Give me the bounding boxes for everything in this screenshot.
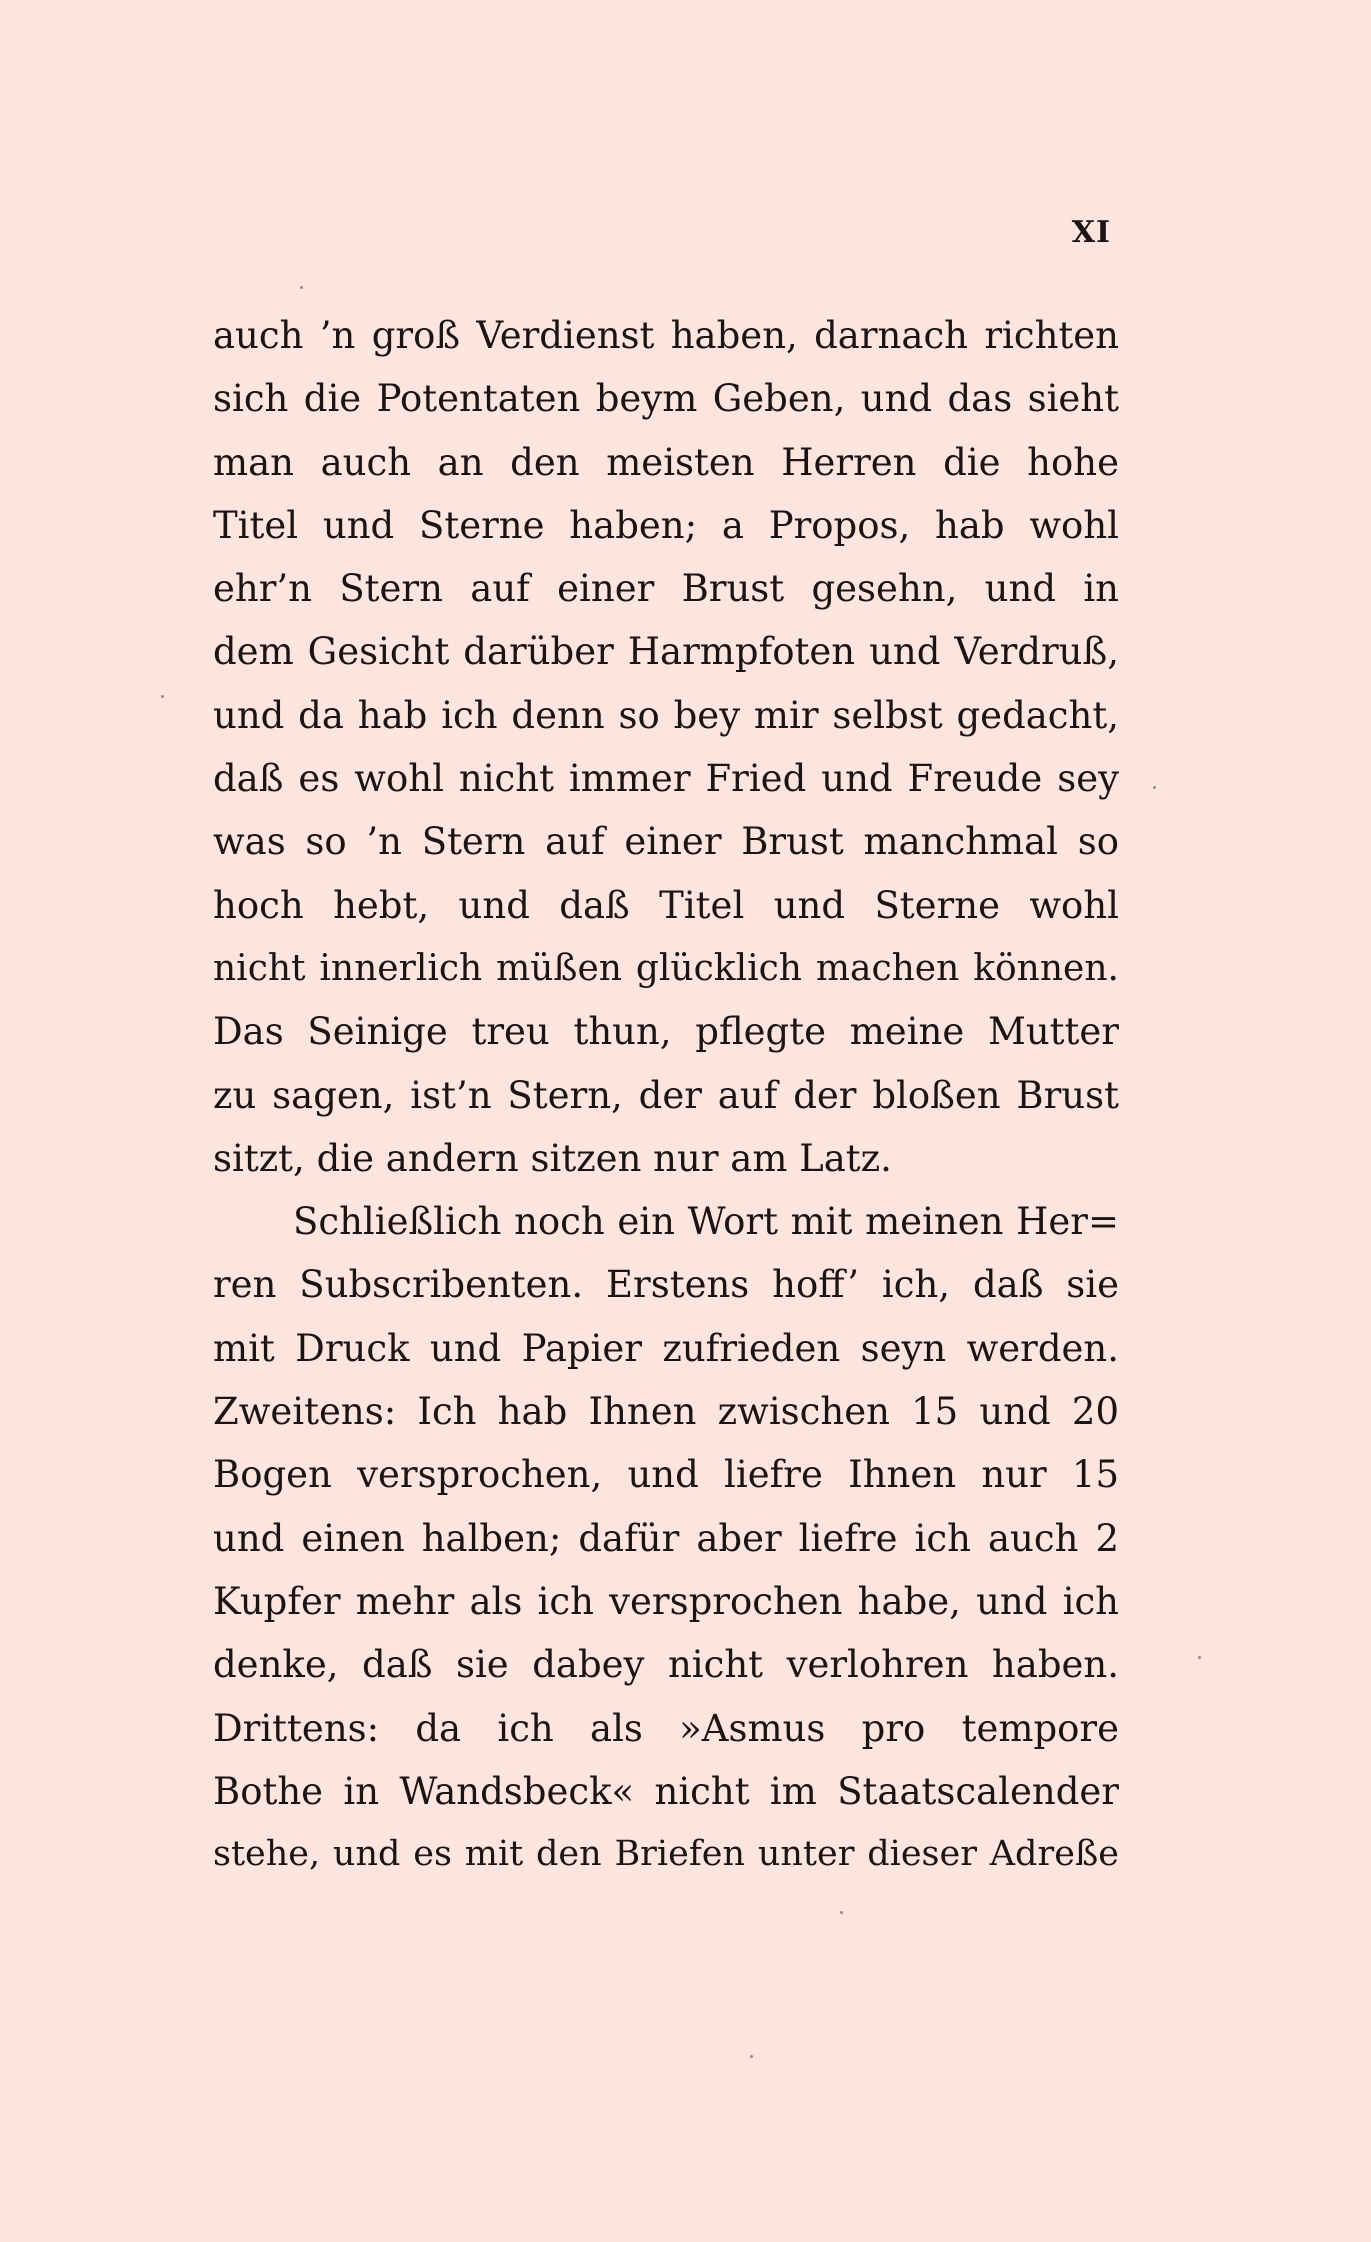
text-line: und einen halben; dafür aber liefre ich auch 2 <box>213 1516 1119 1560</box>
text-line: Bogen versprochen, und liefre Ihnen nur 15 <box>213 1453 1119 1497</box>
paragraph-end-line: sitzt, die andern sitzen nur am Latz. <box>213 1136 892 1180</box>
text-line: und da hab ich denn so bey mir selbst gedacht, <box>213 693 1119 737</box>
paper-speck <box>300 286 303 289</box>
text-line: ren Subscribenten. Erstens hoff’ ich, daß sie <box>213 1263 1119 1307</box>
page-number: XI <box>1071 215 1111 250</box>
text-line: Das Seinige treu thun, pflegte meine Mutter <box>213 1010 1119 1054</box>
text-line: Drittens: da ich als »Asmus pro tempore <box>213 1706 1119 1750</box>
text-line: denke, daß sie dabey nicht verlohren haben. <box>213 1643 1119 1687</box>
paper-speck <box>840 1911 843 1914</box>
text-line: Kupfer mehr als ich versprochen habe, und ich <box>213 1579 1119 1623</box>
text-line: Titel und Sterne haben; a Propos, hab wohl <box>213 503 1119 547</box>
text-line: nicht innerlich müßen glücklich machen können. <box>213 947 1119 989</box>
body-text <box>213 304 1119 1886</box>
text-line: Bothe in Wandsbeck« nicht im Staatscalender <box>213 1769 1119 1813</box>
text-line: Zweitens: Ich hab Ihnen zwischen 15 und 20 <box>213 1390 1119 1434</box>
text-line: man auch an den meisten Herren die hohe <box>213 440 1119 484</box>
paper-speck <box>161 695 164 698</box>
text-line: dem Gesicht darüber Harmpfoten und Verdruß, <box>213 630 1119 674</box>
paper-speck <box>1153 786 1156 789</box>
text-line: mit Druck und Papier zufrieden seyn werden. <box>213 1326 1119 1370</box>
paper-speck <box>1198 1656 1201 1659</box>
text-line: ehr’n Stern auf einer Brust gesehn, und in <box>213 567 1119 611</box>
paragraph-start-line: Schließlich noch ein Wort mit meinen Her= <box>293 1200 1119 1244</box>
text-line: auch ’n groß Verdienst haben, darnach richten <box>213 314 1119 357</box>
text-line: hoch hebt, und daß Titel und Sterne wohl <box>213 883 1119 927</box>
text-line: sich die Potentaten beym Geben, und das sieht <box>213 377 1119 421</box>
text-line: daß es wohl nicht immer Fried und Freude sey <box>213 757 1119 801</box>
text-line: stehe, und es mit den Briefen unter dieser Adreße <box>213 1834 1119 1875</box>
text-line: zu sagen, ist’n Stern, der auf der bloßen Brust <box>213 1073 1119 1117</box>
text-line: was so ’n Stern auf einer Brust manchmal so <box>213 820 1119 864</box>
paper-speck <box>750 2055 753 2058</box>
